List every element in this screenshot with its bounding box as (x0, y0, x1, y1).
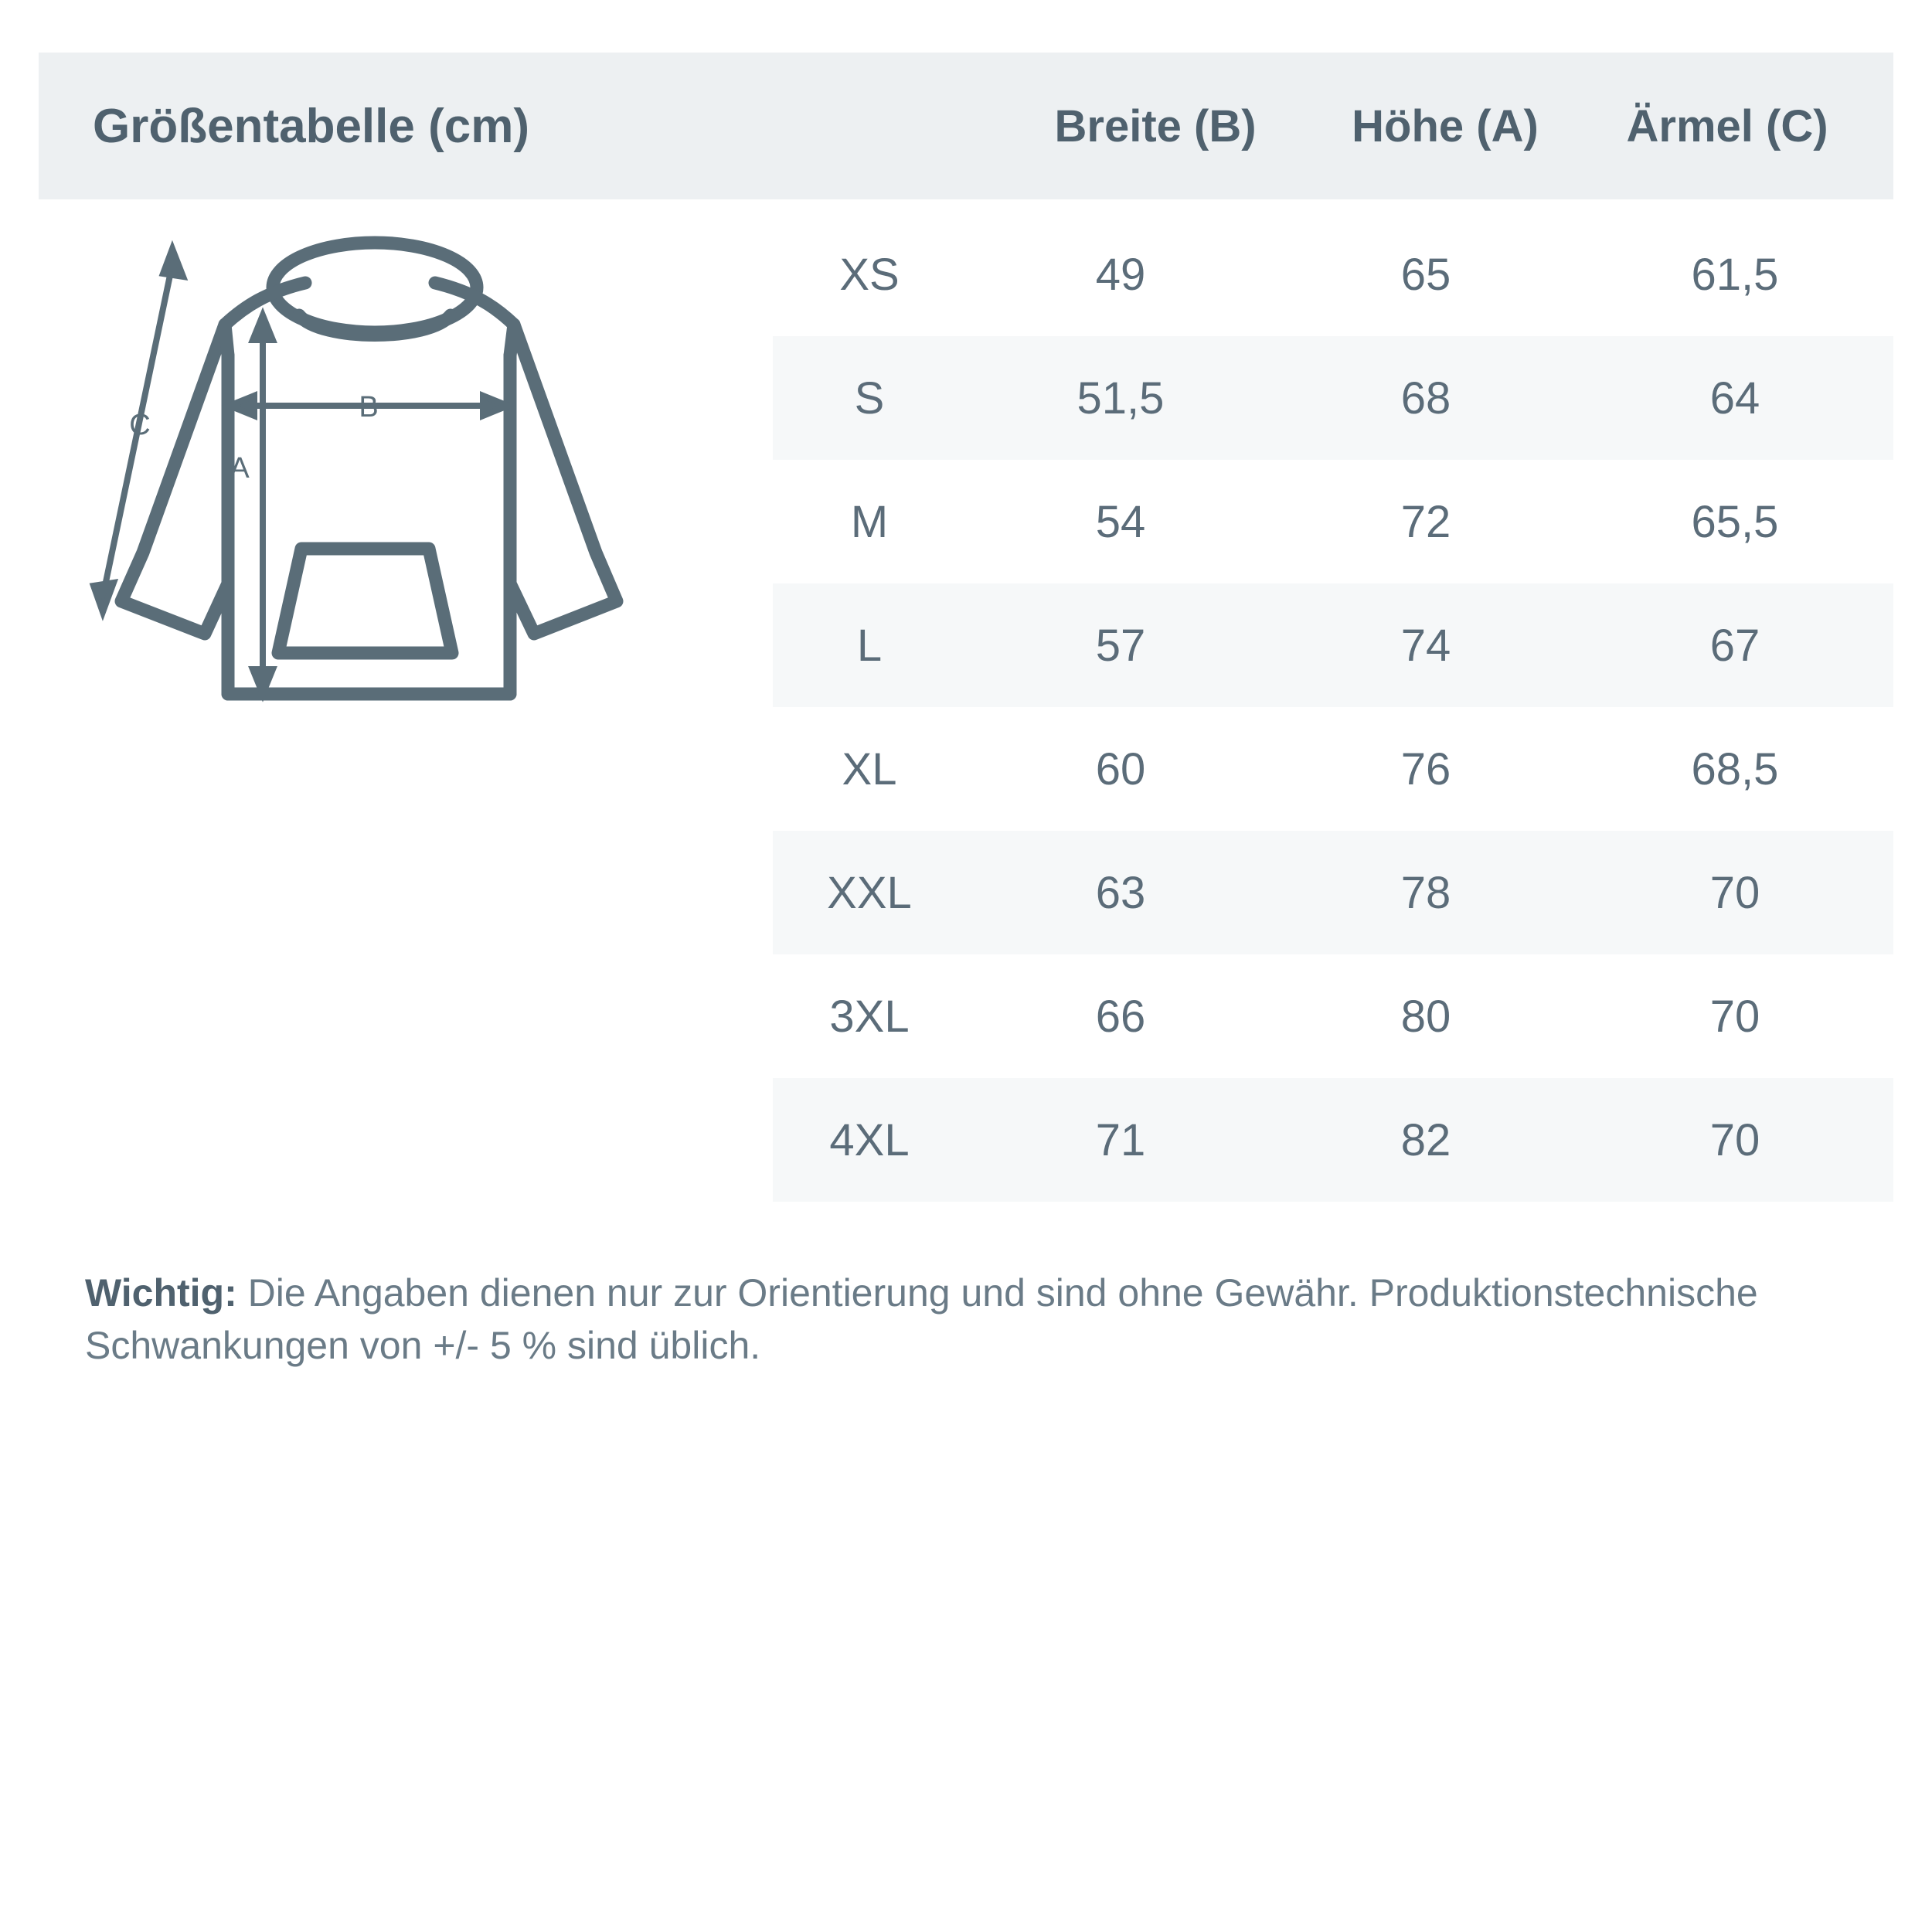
cell-size: XXL (773, 831, 966, 954)
cell-hoehe: 82 (1275, 1078, 1577, 1202)
label-a: A (230, 452, 250, 485)
cell-hoehe: 72 (1400, 496, 1451, 547)
table-row (773, 460, 1893, 583)
table-row (773, 831, 1893, 954)
cell-size: 3XL (829, 991, 910, 1042)
cell-size: XS (839, 249, 900, 300)
cell-size: S (773, 336, 966, 460)
header-col-aermel: Ärmel (C) (1626, 100, 1828, 151)
header-col-breite: Breite (B) (1054, 100, 1257, 151)
cell-hoehe: 65 (1400, 249, 1451, 300)
cell-aermel: 68,5 (1691, 743, 1779, 794)
cell-size: M (850, 496, 889, 547)
table-row (773, 954, 1893, 1078)
table-row (773, 583, 1893, 707)
label-c: C (129, 409, 151, 441)
cell-size: XL (842, 743, 897, 794)
size-table (773, 213, 1893, 1202)
disclaimer-note (85, 1267, 1862, 1372)
cell-breite: 66 (1095, 991, 1146, 1042)
cell-hoehe: 76 (1400, 743, 1451, 794)
cell-breite: 51,5 (966, 336, 1275, 460)
table-row (773, 707, 1893, 831)
table-row (773, 336, 1893, 460)
disclaimer-label: Wichtig: (85, 1271, 237, 1315)
hoodie-measurement-diagram (73, 232, 769, 842)
page-title: Größentabelle (cm) (93, 99, 529, 153)
cell-hoehe: 80 (1400, 991, 1451, 1042)
size-table-wrapper (773, 213, 1893, 1202)
label-b: B (359, 391, 379, 423)
cell-aermel: 70 (1577, 831, 1893, 954)
cell-hoehe: 68 (1275, 336, 1577, 460)
cell-breite: 49 (1095, 249, 1146, 300)
cell-breite: 71 (966, 1078, 1275, 1202)
cell-size: 4XL (773, 1078, 966, 1202)
table-row (773, 1078, 1893, 1202)
cell-aermel: 61,5 (1691, 249, 1779, 300)
header-col-hoehe: Höhe (A) (1352, 100, 1539, 151)
measure-line-a (253, 315, 273, 694)
header-column-labels (827, 53, 1932, 199)
cell-size: L (773, 583, 966, 707)
header-band (39, 53, 1893, 199)
cell-aermel: 65,5 (1691, 496, 1779, 547)
cell-hoehe: 78 (1275, 831, 1577, 954)
disclaimer-text: Die Angaben dienen nur zur Orientierung und sind ohne Gewähr. Produktionstechnische Schwankungen von +/- 5 % sind üblich. (85, 1271, 1758, 1367)
cell-breite: 54 (1095, 496, 1146, 547)
cell-breite: 63 (966, 831, 1275, 954)
hoodie-icon (73, 232, 769, 842)
cell-hoehe: 74 (1275, 583, 1577, 707)
cell-aermel: 70 (1577, 1078, 1893, 1202)
cell-aermel: 67 (1577, 583, 1893, 707)
cell-breite: 57 (966, 583, 1275, 707)
cell-aermel: 64 (1577, 336, 1893, 460)
table-row (773, 213, 1893, 336)
cell-aermel: 70 (1709, 991, 1760, 1042)
cell-breite: 60 (1095, 743, 1146, 794)
